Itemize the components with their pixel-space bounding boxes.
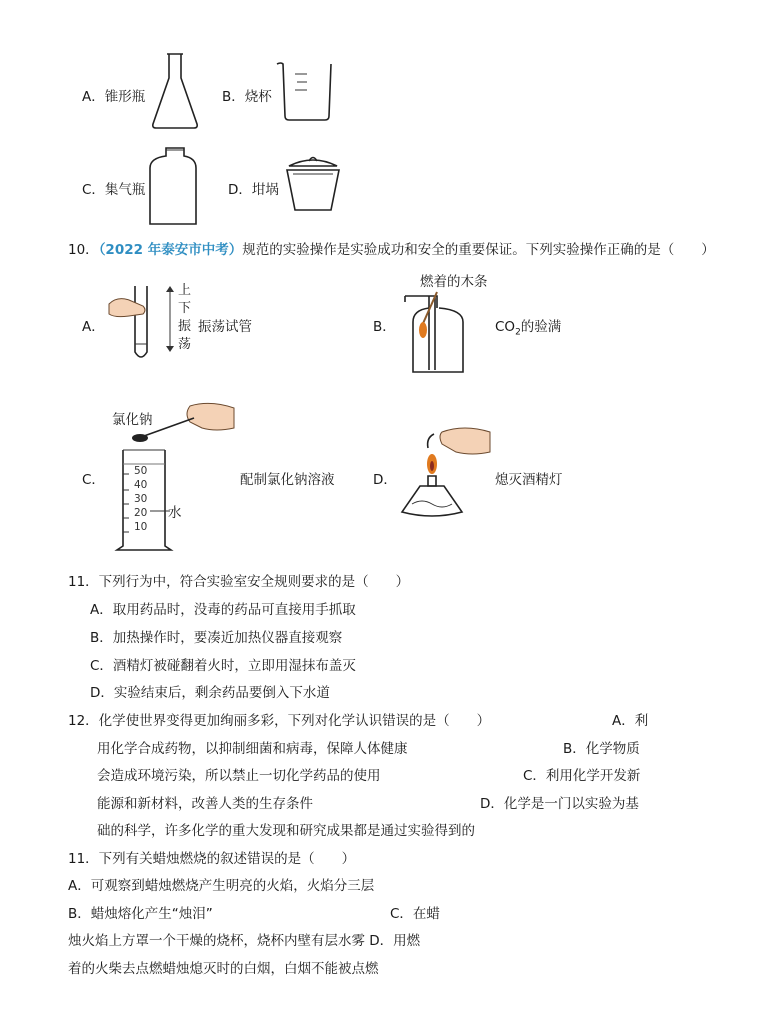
q10-stem-text: 规范的实验操作是实验成功和安全的重要保证。下列实验操作正确的是（ ） <box>242 242 715 258</box>
q11a-option-d: D．实验结束后，剩余药品要倒入下水道 <box>90 685 330 701</box>
q12-line3-right: C．利用化学开发新 <box>523 768 641 784</box>
q11b-line1: A．可观察到蜡烛燃烧产生明亮的火焰，火焰分三层 <box>68 878 375 894</box>
q11a-option-b: B．加热操作时，要凑近加热仪器直接观察 <box>90 630 343 646</box>
alcohol-lamp-image <box>398 424 508 524</box>
q9-option-b-label: B．烧杯 <box>222 89 272 105</box>
burning-stick-label: 燃着的木条 <box>420 274 488 290</box>
q10-option-b-caption: $CO_2$的验满 <box>495 319 562 338</box>
sodium-chloride-label: 氯化钠 <box>112 412 153 428</box>
q12-line1-left: 12．化学使世界变得更加绚丽多彩，下列对化学认识错误的是（ ） <box>68 713 491 729</box>
q9-option-c-label: C．集气瓶 <box>82 182 146 198</box>
q12-line4-right: D．化学是一门以实验为基 <box>480 796 639 812</box>
q9-option-d-label: D．坩埚 <box>228 182 279 198</box>
q12-line2-left: 用化学合成药物，以抑制细菌和病毒，保障人体健康 <box>97 741 408 757</box>
gas-collecting-bottle-image <box>148 146 203 228</box>
q12-line5-left: 础的科学，许多化学的重大发现和研究成果都是通过实验得到的 <box>97 823 475 839</box>
q11b-line2-left: B．蜡烛熔化产生“烛泪” <box>68 906 213 922</box>
q11b-stem: 11．下列有关蜡烛燃烧的叙述错误的是（ ） <box>68 851 356 867</box>
q9-option-a-label: A．锥形瓶 <box>82 89 146 105</box>
q11b-line4: 着的火柴去点燃蜡烛熄灭时的白烟，白烟不能被点燃 <box>68 961 379 977</box>
q11a-stem: 11．下列行为中，符合实验室安全规则要求的是（ ） <box>68 574 410 590</box>
q10-option-a-letter: A． <box>82 319 105 335</box>
q11b-line2-right: C．在蜡 <box>390 906 440 922</box>
q11a-option-a: A．取用药品时，没毒的药品可直接用手抓取 <box>90 602 356 618</box>
up-down-arrow-icon <box>164 284 176 354</box>
beaker-image <box>275 60 335 120</box>
q12-line3-left: 会造成环境污染，所以禁止一切化学药品的使用 <box>97 768 381 784</box>
cylinder-scale: 50 40 30 20 10 <box>134 465 148 533</box>
water-label: 水 <box>168 505 182 521</box>
q10-stem <box>68 238 715 258</box>
q10-option-c-letter: C． <box>82 472 105 488</box>
q12-line2-right: B．化学物质 <box>563 741 640 757</box>
q12-line4-left: 能源和新材料，改善人类的生存条件 <box>97 796 313 812</box>
co2-collection-bottle-image <box>403 290 473 380</box>
q11b-line3: 烛火焰上方罩一个干燥的烧杯，烧杯内壁有层水雾 D．用燃 <box>68 933 421 949</box>
shake-direction-label: 上 下 振 荡 <box>178 283 192 352</box>
spoon-and-hand-image <box>130 398 240 448</box>
shaking-test-tube-image <box>107 284 167 364</box>
conical-flask-image <box>150 52 200 132</box>
q10-option-a-caption: 振荡试管 <box>198 319 252 335</box>
q10-source: （2022 年泰安市中考） <box>98 242 243 258</box>
crucible-image <box>283 152 343 214</box>
q11a-option-c: C．酒精灯被碰翻着火时，立即用湿抹布盖灭 <box>90 658 356 674</box>
q10-option-d-caption: 熄灭酒精灯 <box>495 472 563 488</box>
q10-number: 10． <box>68 242 99 258</box>
q12-line1-right: A．利 <box>612 713 649 729</box>
q10-option-c-caption: 配制氯化钠溶液 <box>240 472 335 488</box>
q10-option-b-letter: B． <box>373 319 396 335</box>
q10-option-d-letter: D． <box>373 472 397 488</box>
